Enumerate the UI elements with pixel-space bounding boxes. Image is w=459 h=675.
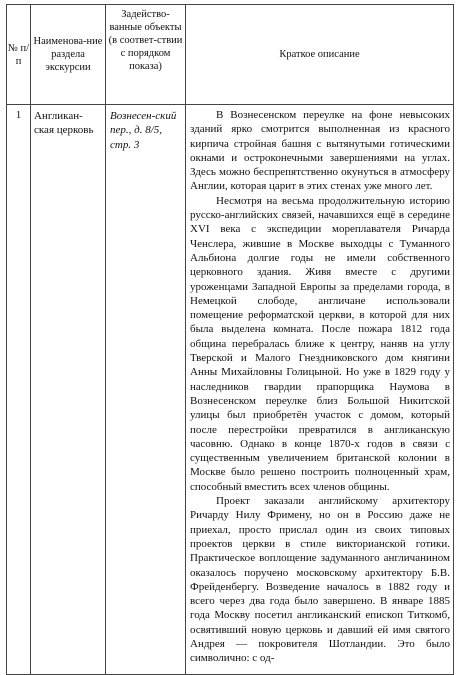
- description-paragraph: В Вознесенском переулке на фоне невысоких зданий ярко смотрится выполненная из красного кирпича стройная башня с вытянутыми готическими окнами и остроконечными завершениями на углах. Здесь можно беспрепятственно окунуться в атмосферу Англии, которая царит в этих стенах уже много лет.: [190, 109, 450, 193]
- header-objects: Задейство-ванные объекты (в соответ-ствии с порядком показа): [106, 5, 186, 105]
- document-page: [6, 4, 453, 672]
- row-objects: Вознесен-ский пер., д. 8/5, стр. 3: [106, 105, 186, 675]
- header-section-name: Наименова-ние раздела экскурсии: [31, 5, 106, 105]
- description-paragraph: Несмотря на весьма продолжительную историю русско-английских связей, начавшихся ещё в середине XVI века с экспедиции мореплавателя Ричарда Ченслера, жившие в Москве выходцы с Туманного Альбиона долгие годы не имели собственного церковного здания. Живя вместе с другими уроженцами Западной Европы за пределами города, в Немецкой слободе, англичане использовали помещение реформатской церкви, в которой для них была выделена комната. После пожара 1812 года община перебралась ближе к центру, наняв на углу Тверской и Малого Гнездниковского дом княгини Анны Михайловны Голицыной. Но уже в 1829 году у наследников гвардии прапорщика Наумова в Вознесенском переулке близ Большой Никитской улицы был приобретён участок с домом, который после перестройки превратился в англиканскую часовню. Однако в конце 1870-х годов в связи с существенным увеличением британской колонии в Москве было решено построить полноценный храм, способный вместить всех членов общины.: [190, 194, 450, 493]
- row-num: 1: [7, 105, 31, 675]
- excursion-table: [6, 4, 454, 675]
- row-description: [186, 105, 454, 675]
- header-num: № п/п: [7, 5, 31, 105]
- table-header-row: [7, 5, 454, 105]
- description-paragraph: Проект заказали английскому архитектору Ричарду Нилу Фримену, но он в Россию даже не приехал, просто прислал один из своих типовых проектов церкви в стиле викторианской готики. Практическое воплощение задуманного англичанином оказалось поручено московскому архитектору Б.В. Фрейденбергу. Возведение началось в 1882 году и всего через два года было завершено. В январе 1885 года Москву посетил англиканский епископ Титкомб, освятивший новую церковь и давший ей имя святого Андрея — покровителя Шотландии. Это было символично: с од-: [190, 495, 450, 665]
- table-row: [7, 105, 454, 675]
- header-description: Краткое описание: [186, 5, 454, 105]
- row-section-name: Англикан-ская церковь: [31, 105, 106, 675]
